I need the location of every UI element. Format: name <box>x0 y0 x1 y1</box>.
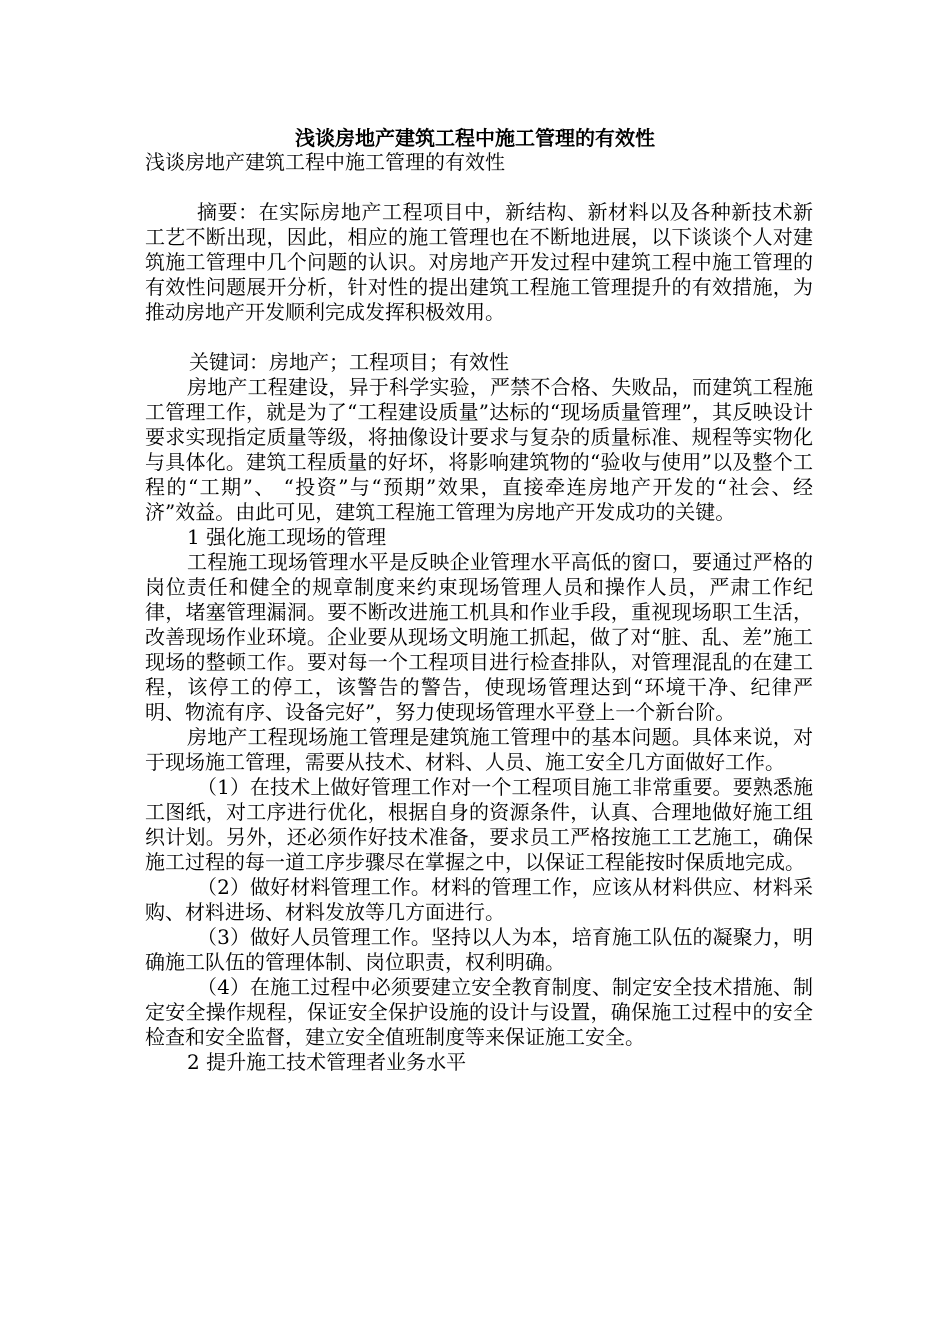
section-1-list-item: （1）在技术上做好管理工作对一个工程项目施工非常重要。要熟悉施工图纸，对工序进行优化，根据自身的资源条件，认真、合理地做好施工组织计划。另外，还必须作好技术准备，要求员工严格按施工工艺施工，确保施工过程的每一道工序步骤尽在掌握之中，以保证工程能按时保质地完成。 <box>145 775 813 874</box>
abstract-paragraph: 摘要：在实际房地产工程项目中，新结构、新材料以及各种新技术新工艺不断出现，因此，相应的施工管理也在不断地进展，以下谈谈个人对建筑施工管理中几个问题的认识。对房地产开发过程中建筑工程中施工管理的有效性问题展开分析，针对性的提出建筑工程施工管理提升的有效措施，为推动房地产开发顺利完成发挥积极效用。 <box>145 200 813 324</box>
keywords-line: 关键词：房地产；工程项目；有效性 <box>189 350 509 374</box>
section-1-paragraph: 工程施工现场管理水平是反映企业管理水平高低的窗口，要通过严格的岗位责任和健全的规章制度来约束现场管理人员和操作人员，严肃工作纪律，堵塞管理漏洞。要不断改进施工机具和作业手段，重视现场职工生活，改善现场作业环境。企业要从现场文明施工抓起，做了对“脏、乱、差”施工现场的整顿工作。要对每一个工程项目进行检查排队，对管理混乱的在建工程，该停工的停工，该警告的警告，使现场管理达到“环境干净、纪律严明、物流有序、设备完好”，努力使现场管理水平登上一个新台阶。 <box>145 550 813 724</box>
section-1-heading: 1 强化施工现场的管理 <box>187 525 387 549</box>
section-2-heading: 2 提升施工技术管理者业务水平 <box>187 1050 467 1074</box>
document-subtitle: 浅谈房地产建筑工程中施工管理的有效性 <box>145 150 505 174</box>
document-title: 浅谈房地产建筑工程中施工管理的有效性 <box>295 126 655 150</box>
section-1-list-item: （4）在施工过程中必须要建立安全教育制度、制定安全技术措施、制定安全操作规程，保证安全保护设施的设计与设置，确保施工过程中的安全检查和安全监督，建立安全值班制度等来保证施工安全。 <box>145 975 813 1049</box>
intro-paragraph: 房地产工程建设，异于科学实验，严禁不合格、失败品，而建筑工程施工管理工作，就是为了“工程建设质量”达标的“现场质量管理”，其反映设计要求实现指定质量等级，将抽像设计要求与复杂的质量标准、规程等实物化与具体化。建筑工程质量的好坏，将影响建筑物的“验收与使用”以及整个工程的“工期”、 “投资”与“预期”效果，直接牵连房地产开发的“社会、经济”效益。由此可见，建筑工程施工管理为房地产开发成功的关键。 <box>145 375 813 524</box>
section-1-paragraph: 房地产工程现场施工管理是建筑施工管理中的基本问题。具体来说，对于现场施工管理，需要从技术、材料、人员、施工安全几方面做好工作。 <box>145 725 813 774</box>
document-body <box>145 150 813 1075</box>
section-1-list-item: （3）做好人员管理工作。坚持以人为本，培育施工队伍的凝聚力，明确施工队伍的管理体制、岗位职责，权利明确。 <box>145 925 813 974</box>
section-1-list-item: （2）做好材料管理工作。材料的管理工作，应该从材料供应、材料采购、材料进场、材料发放等几方面进行。 <box>145 875 813 924</box>
